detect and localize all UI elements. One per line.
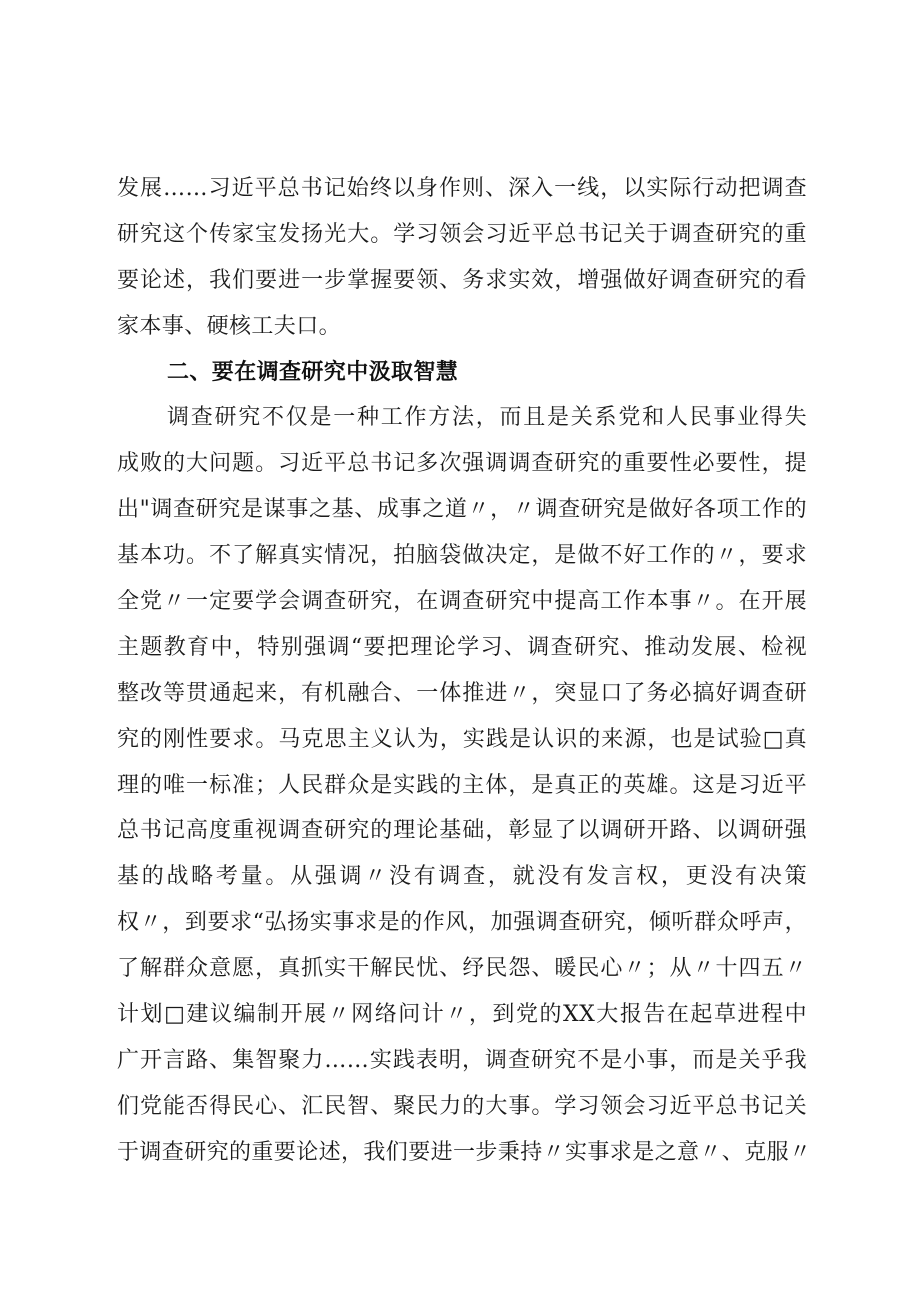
body-line: 广开言路、集智聚力……实践表明，调查研究不是小事，而是关乎我 [117,1047,807,1073]
body-line: 调查研究不仅是一种工作方法，而且是关系党和人民事业得失 [167,405,807,431]
body-line: 要论述，我们要进一步掌握要领、务求实效，增强做好调查研究的看 [117,267,807,293]
body-line: 于调查研究的重要论述，我们要进一步秉持〃实事求是之意〃、克服〃 [117,1139,812,1165]
body-line: 发展……习近平总书记始终以身作则、深入一线，以实际行动把调查 [117,176,807,201]
body-line: 全党〃一定要学会调查研究，在调查研究中提高工作本事〃。在开展 [117,589,807,615]
body-line: 权〃，到要求“弘扬实事求是的作风，加强调查研究，倾听群众呼声， [117,910,807,936]
body-line: 总书记高度重视调查研究的理论基础，彰显了以调研开路、以调研强 [117,818,807,844]
document-body [117,166,812,1176]
section-heading: 二、要在调查研究中汲取智慧 [167,359,459,385]
body-line: 基本功。不了解真实情况，拍脑袋做决定，是做不好工作的〃，要求 [117,543,807,569]
body-line: 家本事、硬核工夫口。 [117,313,342,339]
body-line: 们党能否得民心、汇民智、聚民力的大事。学习领会习近平总书记关 [117,1093,807,1119]
body-line: 了解群众意愿，真抓实干解民忧、纾民怨、暖民心〃；从〃十四五〃 [117,956,807,982]
body-line: 究的刚性要求。马克思主义认为，实践是认识的来源，也是试验□真 [117,726,807,752]
body-line: 主题教育中，特别强调“要把理论学习、调查研究、推动发展、检视 [117,634,807,660]
body-line: 理的唯一标准；人民群众是实践的主体，是真正的英雄。这是习近平 [117,772,807,798]
body-line: 整改等贯通起来，有机融合、一体推进〃，突显口了务必搞好调查研 [117,680,807,706]
body-line: 成败的大问题。习近平总书记多次强调调查研究的重要性必要性，提 [117,451,807,477]
body-line: 基的战略考量。从强调〃没有调查，就没有发言权，更没有决策 [117,864,807,890]
body-line: 出"调查研究是谋事之基、成事之道〃，〃调查研究是做好各项工作的 [117,497,807,523]
body-line: 研究这个传家宝发扬光大。学习领会习近平总书记关于调查研究的重 [117,221,807,247]
body-line: 计划□建议编制开展〃网络问计〃，到党的XX大报告在起草进程中 [117,1002,807,1028]
